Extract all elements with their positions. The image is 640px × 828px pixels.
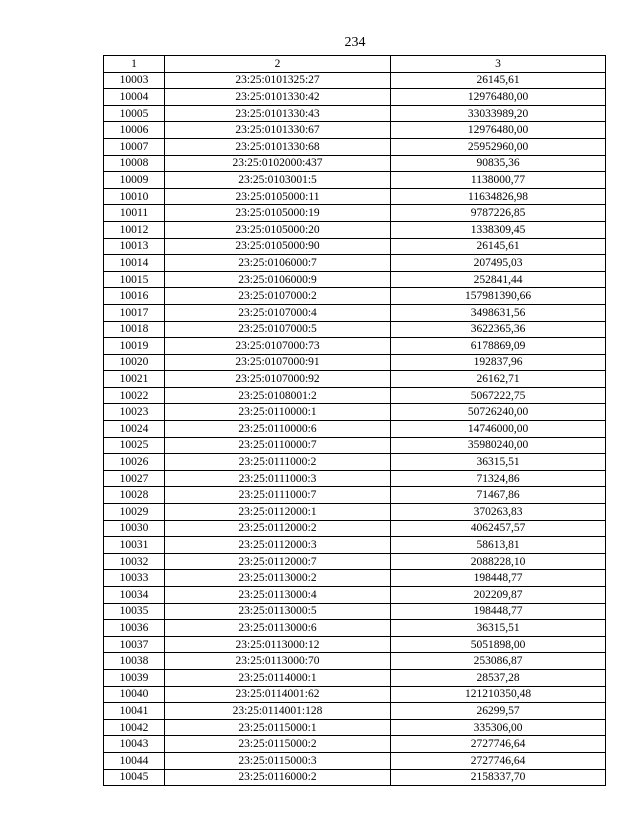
- row-number-cell: 10003: [104, 72, 165, 89]
- cadastral-number-cell: 23:25:0115000:2: [165, 736, 391, 753]
- value-cell: 1138000,77: [391, 172, 606, 189]
- row-number-cell: 10008: [104, 155, 165, 172]
- value-cell: 26162,71: [391, 371, 606, 388]
- row-number-cell: 10018: [104, 321, 165, 338]
- table-row: [104, 238, 606, 255]
- row-number-cell: 10012: [104, 221, 165, 238]
- cadastral-number-cell: 23:25:0113000:4: [165, 587, 391, 604]
- cadastral-number-cell: 23:25:0107000:2: [165, 288, 391, 305]
- row-number-cell: 10036: [104, 620, 165, 637]
- cadastral-number-cell: 23:25:0111000:3: [165, 470, 391, 487]
- cadastral-number-cell: 23:25:0113000:12: [165, 636, 391, 653]
- row-number-cell: 10029: [104, 504, 165, 521]
- row-number-cell: 10038: [104, 653, 165, 670]
- table-row: [104, 105, 606, 122]
- value-cell: 3498631,56: [391, 304, 606, 321]
- row-number-cell: 10045: [104, 769, 165, 786]
- row-number-cell: 10006: [104, 122, 165, 139]
- value-cell: 2158337,70: [391, 769, 606, 786]
- value-cell: 198448,77: [391, 570, 606, 587]
- row-number-cell: 10040: [104, 686, 165, 703]
- cadastral-number-cell: 23:25:0111000:7: [165, 487, 391, 504]
- row-number-cell: 10043: [104, 736, 165, 753]
- cadastral-number-cell: 23:25:0110000:1: [165, 404, 391, 421]
- value-cell: 71324,86: [391, 470, 606, 487]
- row-number-cell: 10026: [104, 454, 165, 471]
- value-cell: 121210350,48: [391, 686, 606, 703]
- table-row: [104, 537, 606, 554]
- table-row: [104, 487, 606, 504]
- row-number-cell: 10034: [104, 587, 165, 604]
- cadastral-number-cell: 23:25:0113000:70: [165, 653, 391, 670]
- table-row: [104, 122, 606, 139]
- table-row: [104, 736, 606, 753]
- table-row: [104, 703, 606, 720]
- cadastral-number-cell: 23:25:0101330:67: [165, 122, 391, 139]
- cadastral-number-cell: 23:25:0107000:73: [165, 338, 391, 355]
- table-row: [104, 155, 606, 172]
- table-row: [104, 304, 606, 321]
- row-number-cell: 10021: [104, 371, 165, 388]
- value-cell: 5067222,75: [391, 387, 606, 404]
- value-cell: 12976480,00: [391, 89, 606, 106]
- value-cell: 9787226,85: [391, 205, 606, 222]
- cadastral-number-cell: 23:25:0101330:68: [165, 138, 391, 155]
- table-header-row: [104, 56, 606, 73]
- table-row: [104, 769, 606, 786]
- table-row: [104, 172, 606, 189]
- row-number-cell: 10009: [104, 172, 165, 189]
- row-number-cell: 10011: [104, 205, 165, 222]
- column-header: 1: [104, 56, 165, 73]
- row-number-cell: 10035: [104, 603, 165, 620]
- cadastral-number-cell: 23:25:0105000:11: [165, 188, 391, 205]
- cadastral-number-cell: 23:25:0112000:2: [165, 520, 391, 537]
- value-cell: 335306,00: [391, 719, 606, 736]
- table-row: [104, 454, 606, 471]
- cadastral-number-cell: 23:25:0105000:19: [165, 205, 391, 222]
- row-number-cell: 10013: [104, 238, 165, 255]
- row-number-cell: 10010: [104, 188, 165, 205]
- row-number-cell: 10005: [104, 105, 165, 122]
- cadastral-number-cell: 23:25:0116000:2: [165, 769, 391, 786]
- row-number-cell: 10017: [104, 304, 165, 321]
- table-row: [104, 404, 606, 421]
- row-number-cell: 10032: [104, 553, 165, 570]
- data-table: [103, 55, 606, 786]
- value-cell: 25952960,00: [391, 138, 606, 155]
- row-number-cell: 10004: [104, 89, 165, 106]
- table-row: [104, 89, 606, 106]
- row-number-cell: 10022: [104, 387, 165, 404]
- column-header: 3: [391, 56, 606, 73]
- value-cell: 12976480,00: [391, 122, 606, 139]
- table-row: [104, 636, 606, 653]
- value-cell: 90835,36: [391, 155, 606, 172]
- value-cell: 36315,51: [391, 454, 606, 471]
- table-row: [104, 470, 606, 487]
- cadastral-number-cell: 23:25:0114001:62: [165, 686, 391, 703]
- cadastral-number-cell: 23:25:0115000:3: [165, 752, 391, 769]
- row-number-cell: 10041: [104, 703, 165, 720]
- cadastral-number-cell: 23:25:0111000:2: [165, 454, 391, 471]
- value-cell: 2088228,10: [391, 553, 606, 570]
- table-row: [104, 686, 606, 703]
- row-number-cell: 10016: [104, 288, 165, 305]
- value-cell: 370263,83: [391, 504, 606, 521]
- cadastral-number-cell: 23:25:0107000:91: [165, 354, 391, 371]
- row-number-cell: 10039: [104, 669, 165, 686]
- table-row: [104, 587, 606, 604]
- table-row: [104, 205, 606, 222]
- value-cell: 71467,86: [391, 487, 606, 504]
- cadastral-number-cell: 23:25:0105000:90: [165, 238, 391, 255]
- table-row: [104, 354, 606, 371]
- table-row: [104, 553, 606, 570]
- row-number-cell: 10019: [104, 338, 165, 355]
- cadastral-number-cell: 23:25:0114000:1: [165, 669, 391, 686]
- value-cell: 28537,28: [391, 669, 606, 686]
- cadastral-number-cell: 23:25:0110000:7: [165, 437, 391, 454]
- table-row: [104, 752, 606, 769]
- cadastral-number-cell: 23:25:0112000:1: [165, 504, 391, 521]
- value-cell: 157981390,66: [391, 288, 606, 305]
- page-number: 234: [344, 35, 366, 50]
- row-number-cell: 10027: [104, 470, 165, 487]
- table-row: [104, 255, 606, 272]
- cadastral-number-cell: 23:25:0103001:5: [165, 172, 391, 189]
- value-cell: 2727746,64: [391, 736, 606, 753]
- row-number-cell: 10030: [104, 520, 165, 537]
- value-cell: 58613,81: [391, 537, 606, 554]
- row-number-cell: 10044: [104, 752, 165, 769]
- cadastral-number-cell: 23:25:0108001:2: [165, 387, 391, 404]
- cadastral-number-cell: 23:25:0112000:7: [165, 553, 391, 570]
- table-row: [104, 371, 606, 388]
- row-number-cell: 10007: [104, 138, 165, 155]
- value-cell: 5051898,00: [391, 636, 606, 653]
- row-number-cell: 10037: [104, 636, 165, 653]
- value-cell: 14746000,00: [391, 421, 606, 438]
- table-row: [104, 437, 606, 454]
- value-cell: 2727746,64: [391, 752, 606, 769]
- row-number-cell: 10015: [104, 271, 165, 288]
- row-number-cell: 10025: [104, 437, 165, 454]
- table-row: [104, 271, 606, 288]
- value-cell: 26145,61: [391, 238, 606, 255]
- cadastral-number-cell: 23:25:0105000:20: [165, 221, 391, 238]
- table-body: [104, 56, 606, 786]
- table-row: [104, 669, 606, 686]
- value-cell: 253086,87: [391, 653, 606, 670]
- value-cell: 3622365,36: [391, 321, 606, 338]
- value-cell: 1338309,45: [391, 221, 606, 238]
- table-row: [104, 653, 606, 670]
- cadastral-number-cell: 23:25:0107000:92: [165, 371, 391, 388]
- value-cell: 50726240,00: [391, 404, 606, 421]
- cadastral-number-cell: 23:25:0106000:9: [165, 271, 391, 288]
- table-row: [104, 570, 606, 587]
- value-cell: 36315,51: [391, 620, 606, 637]
- cadastral-number-cell: 23:25:0106000:7: [165, 255, 391, 272]
- cadastral-number-cell: 23:25:0113000:2: [165, 570, 391, 587]
- table-row: [104, 338, 606, 355]
- cadastral-number-cell: 23:25:0101330:42: [165, 89, 391, 106]
- row-number-cell: 10042: [104, 719, 165, 736]
- cadastral-number-cell: 23:25:0107000:4: [165, 304, 391, 321]
- cadastral-number-cell: 23:25:0101330:43: [165, 105, 391, 122]
- table-row: [104, 188, 606, 205]
- table-row: [104, 321, 606, 338]
- table-row: [104, 719, 606, 736]
- value-cell: 26145,61: [391, 72, 606, 89]
- value-cell: 33033989,20: [391, 105, 606, 122]
- row-number-cell: 10020: [104, 354, 165, 371]
- row-number-cell: 10033: [104, 570, 165, 587]
- value-cell: 11634826,98: [391, 188, 606, 205]
- cadastral-number-cell: 23:25:0110000:6: [165, 421, 391, 438]
- column-header: 2: [165, 56, 391, 73]
- table-row: [104, 421, 606, 438]
- cadastral-number-cell: 23:25:0112000:3: [165, 537, 391, 554]
- value-cell: 207495,03: [391, 255, 606, 272]
- cadastral-number-cell: 23:25:0101325:27: [165, 72, 391, 89]
- table-row: [104, 387, 606, 404]
- cadastral-number-cell: 23:25:0107000:5: [165, 321, 391, 338]
- row-number-cell: 10014: [104, 255, 165, 272]
- row-number-cell: 10028: [104, 487, 165, 504]
- value-cell: 35980240,00: [391, 437, 606, 454]
- value-cell: 192837,96: [391, 354, 606, 371]
- table-row: [104, 138, 606, 155]
- row-number-cell: 10031: [104, 537, 165, 554]
- cadastral-number-cell: 23:25:0113000:5: [165, 603, 391, 620]
- value-cell: 252841,44: [391, 271, 606, 288]
- value-cell: 26299,57: [391, 703, 606, 720]
- value-cell: 198448,77: [391, 603, 606, 620]
- cadastral-number-cell: 23:25:0113000:6: [165, 620, 391, 637]
- cadastral-number-cell: 23:25:0102000:437: [165, 155, 391, 172]
- row-number-cell: 10024: [104, 421, 165, 438]
- table-row: [104, 520, 606, 537]
- value-cell: 202209,87: [391, 587, 606, 604]
- row-number-cell: 10023: [104, 404, 165, 421]
- table-row: [104, 221, 606, 238]
- cadastral-number-cell: 23:25:0114001:128: [165, 703, 391, 720]
- value-cell: 4062457,57: [391, 520, 606, 537]
- table-row: [104, 603, 606, 620]
- cadastral-number-cell: 23:25:0115000:1: [165, 719, 391, 736]
- table-row: [104, 620, 606, 637]
- table-row: [104, 72, 606, 89]
- table-row: [104, 504, 606, 521]
- value-cell: 6178869,09: [391, 338, 606, 355]
- table-row: [104, 288, 606, 305]
